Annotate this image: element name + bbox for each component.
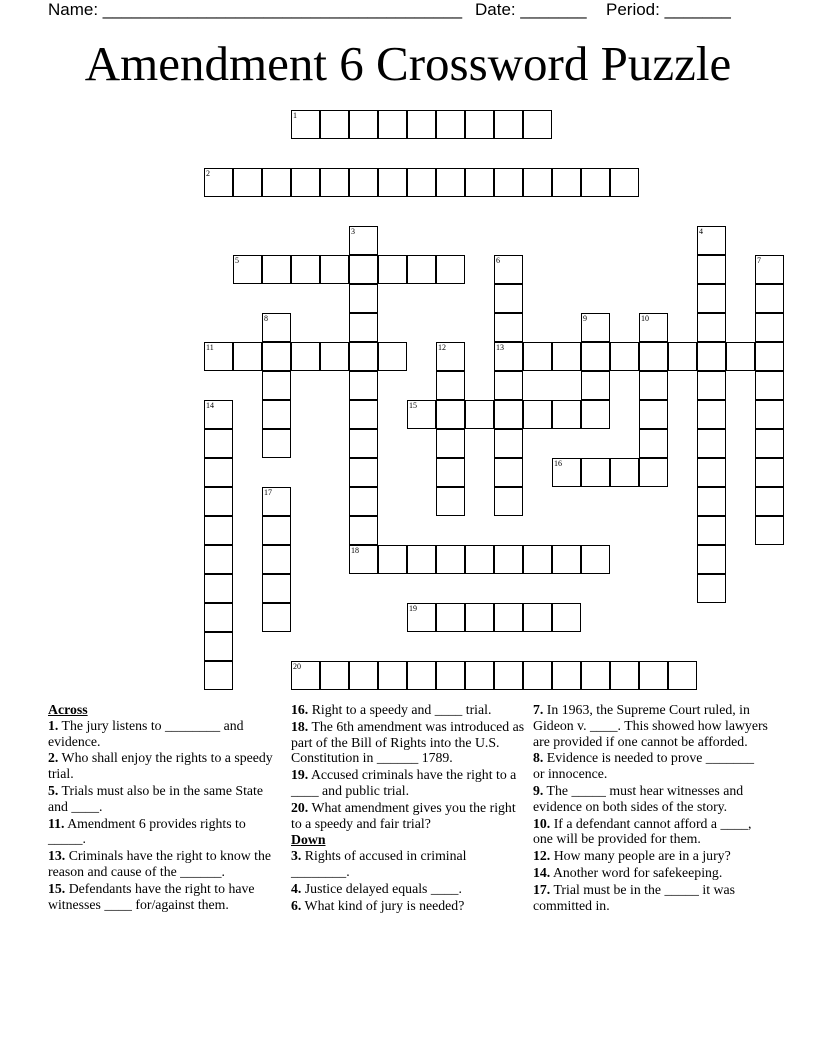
clue-number: 15. — [48, 880, 66, 896]
grid-cell[interactable] — [494, 284, 523, 313]
grid-number: 18 — [351, 546, 359, 555]
grid-cell[interactable] — [755, 429, 784, 458]
grid-cell[interactable] — [262, 168, 291, 197]
clue-text: How many people are in a jury? — [550, 848, 731, 864]
grid-cell[interactable] — [320, 342, 349, 371]
grid-cell[interactable] — [436, 342, 465, 371]
grid-cell[interactable] — [552, 458, 581, 487]
grid-cell[interactable] — [697, 545, 726, 574]
grid-number: 20 — [293, 662, 301, 671]
grid-cell[interactable] — [523, 342, 552, 371]
grid-cell[interactable] — [523, 603, 552, 632]
grid-cell[interactable] — [349, 168, 378, 197]
down-clues-part2 — [533, 702, 768, 913]
grid-cell[interactable] — [697, 400, 726, 429]
across-clue — [48, 750, 283, 782]
grid-cell[interactable] — [349, 400, 378, 429]
grid-cell[interactable] — [320, 661, 349, 690]
clue-text: The 6th amendment was introduced as part of the Bill of Rights into the U.S. Constitution in ______ 1789. — [291, 718, 525, 766]
name-line[interactable]: Name: ______________________________________ — [48, 0, 463, 19]
clue-number: 9. — [533, 782, 544, 798]
grid-cell[interactable] — [581, 342, 610, 371]
grid-cell[interactable] — [320, 168, 349, 197]
down-clue — [533, 702, 768, 749]
across-clue — [48, 816, 283, 848]
grid-cell[interactable] — [436, 603, 465, 632]
grid-cell[interactable] — [581, 168, 610, 197]
clue-text: If a defendant cannot afford a ____, one will be provided for them. — [533, 815, 752, 847]
grid-cell[interactable] — [668, 661, 697, 690]
grid-cell[interactable] — [494, 255, 523, 284]
grid-cell[interactable] — [494, 313, 523, 342]
grid-cell[interactable] — [262, 516, 291, 545]
grid-cell[interactable] — [494, 371, 523, 400]
clue-text: Evidence is needed to prove _______ or innocence. — [533, 750, 755, 782]
clues-column-1 — [48, 702, 283, 913]
grid-cell[interactable] — [697, 458, 726, 487]
grid-cell[interactable] — [697, 342, 726, 371]
grid-cell[interactable] — [378, 110, 407, 139]
grid-cell[interactable] — [204, 516, 233, 545]
grid-number: 12 — [438, 343, 446, 352]
grid-number: 17 — [264, 488, 272, 497]
grid-cell[interactable] — [465, 168, 494, 197]
grid-number: 5 — [235, 256, 239, 265]
grid-number: 10 — [641, 314, 649, 323]
grid-cell[interactable] — [581, 661, 610, 690]
grid-cell[interactable] — [552, 603, 581, 632]
grid-cell[interactable] — [581, 371, 610, 400]
grid-cell[interactable] — [262, 603, 291, 632]
grid-cell[interactable] — [291, 110, 320, 139]
clue-text: Defendants have the right to have witnesses ____ for/against them. — [48, 880, 255, 912]
grid-cell[interactable] — [436, 661, 465, 690]
grid-cell[interactable] — [755, 371, 784, 400]
grid-cell[interactable] — [552, 400, 581, 429]
grid-cell[interactable] — [349, 429, 378, 458]
grid-cell[interactable] — [349, 313, 378, 342]
clue-number: 6. — [291, 897, 302, 913]
grid-cell[interactable] — [610, 168, 639, 197]
grid-cell[interactable] — [262, 429, 291, 458]
grid-cell[interactable] — [349, 661, 378, 690]
clue-number: 17. — [533, 881, 551, 897]
grid-cell[interactable] — [349, 110, 378, 139]
grid-cell[interactable] — [291, 255, 320, 284]
grid-cell[interactable] — [465, 545, 494, 574]
across-clues-part2 — [291, 702, 526, 831]
grid-number: 8 — [264, 314, 268, 323]
grid-cell[interactable] — [697, 313, 726, 342]
grid-cell[interactable] — [378, 168, 407, 197]
down-clues-part1 — [291, 848, 526, 913]
grid-cell[interactable] — [610, 458, 639, 487]
grid-cell[interactable] — [581, 458, 610, 487]
grid-cell[interactable] — [697, 487, 726, 516]
grid-cell[interactable] — [349, 371, 378, 400]
across-clue — [48, 848, 283, 880]
grid-cell[interactable] — [755, 487, 784, 516]
down-clue — [533, 848, 768, 864]
grid-cell[interactable] — [494, 429, 523, 458]
clues-column-2 — [291, 702, 526, 914]
grid-cell[interactable] — [639, 342, 668, 371]
grid-cell[interactable] — [349, 487, 378, 516]
grid-cell[interactable] — [494, 168, 523, 197]
grid-number: 16 — [554, 459, 562, 468]
clue-number: 20. — [291, 799, 309, 815]
down-clue — [291, 881, 526, 897]
grid-cell[interactable] — [204, 545, 233, 574]
across-clue — [48, 881, 283, 913]
grid-cell[interactable] — [552, 342, 581, 371]
grid-cell[interactable] — [407, 545, 436, 574]
grid-cell[interactable] — [494, 545, 523, 574]
grid-cell[interactable] — [204, 661, 233, 690]
down-clue — [533, 783, 768, 815]
grid-cell[interactable] — [349, 255, 378, 284]
grid-cell[interactable] — [465, 603, 494, 632]
grid-cell[interactable] — [610, 661, 639, 690]
grid-cell[interactable] — [262, 371, 291, 400]
clue-number: 16. — [291, 702, 309, 717]
grid-cell[interactable] — [581, 313, 610, 342]
date-line[interactable]: Date: _______ — [475, 0, 587, 19]
grid-cell[interactable] — [291, 661, 320, 690]
grid-cell[interactable] — [204, 168, 233, 197]
across-clues-part1 — [48, 718, 283, 913]
clue-number: 11. — [48, 815, 65, 831]
grid-cell[interactable] — [349, 226, 378, 255]
grid-cell[interactable] — [436, 255, 465, 284]
clue-text: Justice delayed equals ____. — [301, 880, 462, 896]
grid-cell[interactable] — [204, 603, 233, 632]
clues-column-3 — [533, 702, 768, 914]
grid-cell[interactable] — [291, 168, 320, 197]
grid-number: 2 — [206, 169, 210, 178]
grid-cell[interactable] — [697, 255, 726, 284]
grid-cell[interactable] — [378, 661, 407, 690]
grid-cell[interactable] — [697, 284, 726, 313]
grid-cell[interactable] — [581, 545, 610, 574]
grid-cell[interactable] — [436, 110, 465, 139]
grid-cell[interactable] — [465, 110, 494, 139]
across-clue — [291, 800, 526, 832]
clue-text: Amendment 6 provides rights to _____. — [48, 815, 246, 847]
grid-cell[interactable] — [610, 342, 639, 371]
down-clue — [533, 816, 768, 848]
grid-cell[interactable] — [349, 284, 378, 313]
grid-cell[interactable] — [639, 429, 668, 458]
grid-number: 13 — [496, 343, 504, 352]
grid-cell[interactable] — [494, 603, 523, 632]
period-line[interactable]: Period: _______ — [606, 0, 731, 19]
grid-cell[interactable] — [262, 400, 291, 429]
clue-text: Another word for safekeeping. — [550, 864, 723, 880]
clue-text: Who shall enjoy the rights to a speedy trial. — [48, 750, 273, 782]
clue-number: 3. — [291, 848, 302, 864]
clue-number: 7. — [533, 702, 544, 717]
grid-cell[interactable] — [523, 168, 552, 197]
grid-cell[interactable] — [378, 342, 407, 371]
clue-number: 10. — [533, 815, 551, 831]
clue-number: 4. — [291, 880, 302, 896]
clue-number: 5. — [48, 782, 59, 798]
grid-cell[interactable] — [755, 342, 784, 371]
grid-cell[interactable] — [407, 255, 436, 284]
down-clue — [291, 848, 526, 880]
grid-cell[interactable] — [755, 516, 784, 545]
clue-text: Rights of accused in criminal ________. — [291, 848, 467, 879]
grid-cell[interactable] — [320, 110, 349, 139]
grid-cell[interactable] — [494, 487, 523, 516]
grid-number: 1 — [293, 111, 297, 120]
grid-cell[interactable] — [233, 168, 262, 197]
grid-cell[interactable] — [697, 226, 726, 255]
down-heading: Down — [291, 832, 326, 848]
grid-cell[interactable] — [204, 400, 233, 429]
grid-cell[interactable] — [407, 168, 436, 197]
clue-text: Criminals have the right to know the reason and cause of the ______. — [48, 848, 272, 879]
grid-cell[interactable] — [552, 168, 581, 197]
grid-cell[interactable] — [755, 458, 784, 487]
grid-cell[interactable] — [262, 487, 291, 516]
grid-cell[interactable] — [465, 661, 494, 690]
across-clue — [48, 783, 283, 815]
clue-number: 19. — [291, 767, 309, 783]
grid-cell[interactable] — [204, 342, 233, 371]
grid-number: 6 — [496, 256, 500, 265]
grid-cell[interactable] — [668, 342, 697, 371]
grid-number: 4 — [699, 227, 703, 236]
grid-cell[interactable] — [639, 313, 668, 342]
grid-cell[interactable] — [494, 458, 523, 487]
grid-number: 15 — [409, 401, 417, 410]
clue-number: 8. — [533, 750, 544, 766]
grid-number: 7 — [757, 256, 761, 265]
grid-cell[interactable] — [755, 313, 784, 342]
grid-cell[interactable] — [639, 400, 668, 429]
grid-cell[interactable] — [378, 255, 407, 284]
grid-cell[interactable] — [639, 661, 668, 690]
grid-cell[interactable] — [697, 516, 726, 545]
grid-cell[interactable] — [407, 603, 436, 632]
grid-cell[interactable] — [552, 545, 581, 574]
grid-cell[interactable] — [436, 371, 465, 400]
grid-cell[interactable] — [494, 342, 523, 371]
clue-text: Trials must also be in the same State and ____. — [48, 782, 264, 814]
grid-cell[interactable] — [262, 342, 291, 371]
across-clue — [291, 767, 526, 799]
grid-number: 14 — [206, 401, 214, 410]
clue-text: In 1963, the Supreme Court ruled, in Gideon v. ____. This showed how lawyers are provided if one cannot be afforded. — [533, 702, 768, 749]
grid-cell[interactable] — [523, 400, 552, 429]
grid-cell[interactable] — [204, 487, 233, 516]
clue-text: What kind of jury is needed? — [301, 897, 465, 913]
grid-cell[interactable] — [233, 255, 262, 284]
down-clue — [533, 865, 768, 881]
across-heading: Across — [48, 702, 88, 717]
grid-cell[interactable] — [349, 545, 378, 574]
grid-cell[interactable] — [349, 342, 378, 371]
grid-cell[interactable] — [639, 371, 668, 400]
grid-cell[interactable] — [523, 661, 552, 690]
grid-cell[interactable] — [262, 313, 291, 342]
clue-text: Trial must be in the _____ it was committed in. — [533, 881, 735, 913]
clue-number: 18. — [291, 718, 309, 734]
grid-cell[interactable] — [407, 661, 436, 690]
grid-number: 19 — [409, 604, 417, 613]
grid-cell[interactable] — [755, 284, 784, 313]
clue-text: What amendment gives you the right to a speedy and fair trial? — [291, 799, 516, 831]
clue-number: 14. — [533, 864, 551, 880]
page-title: Amendment 6 Crossword Puzzle — [84, 36, 732, 91]
grid-cell[interactable] — [436, 168, 465, 197]
clue-text: The _____ must hear witnesses and evidence on both sides of the story. — [533, 782, 744, 814]
grid-cell[interactable] — [262, 574, 291, 603]
grid-cell[interactable] — [697, 574, 726, 603]
grid-cell[interactable] — [755, 400, 784, 429]
grid-cell[interactable] — [233, 342, 262, 371]
grid-cell[interactable] — [291, 342, 320, 371]
grid-cell[interactable] — [581, 400, 610, 429]
grid-cell[interactable] — [204, 574, 233, 603]
grid-cell[interactable] — [349, 458, 378, 487]
grid-cell[interactable] — [697, 429, 726, 458]
grid-cell[interactable] — [523, 110, 552, 139]
grid-cell[interactable] — [436, 429, 465, 458]
clue-text: Accused criminals have the right to a ____ and public trial. — [291, 767, 517, 798]
grid-cell[interactable] — [436, 545, 465, 574]
clue-text: Right to a speedy and ____ trial. — [308, 702, 492, 717]
clue-number: 2. — [48, 750, 59, 766]
grid-cell[interactable] — [378, 545, 407, 574]
across-clue — [291, 702, 526, 718]
grid-cell[interactable] — [755, 255, 784, 284]
grid-cell[interactable] — [407, 400, 436, 429]
grid-cell[interactable] — [523, 545, 552, 574]
down-clue — [533, 750, 768, 782]
grid-cell[interactable] — [494, 661, 523, 690]
grid-cell[interactable] — [204, 429, 233, 458]
grid-cell[interactable] — [697, 371, 726, 400]
grid-cell[interactable] — [552, 661, 581, 690]
grid-cell[interactable] — [262, 545, 291, 574]
clue-number: 12. — [533, 848, 551, 864]
grid-cell[interactable] — [204, 458, 233, 487]
grid-cell[interactable] — [320, 255, 349, 284]
clue-text: The jury listens to ________ and evidence. — [48, 717, 244, 749]
grid-number: 9 — [583, 314, 587, 323]
grid-cell[interactable] — [436, 400, 465, 429]
grid-cell[interactable] — [349, 516, 378, 545]
grid-cell[interactable] — [436, 458, 465, 487]
across-clue — [48, 718, 283, 750]
grid-cell[interactable] — [262, 255, 291, 284]
grid-cell[interactable] — [494, 400, 523, 429]
grid-number: 3 — [351, 227, 355, 236]
clue-number: 13. — [48, 848, 66, 864]
grid-cell[interactable] — [639, 458, 668, 487]
down-clue — [291, 898, 526, 914]
grid-cell[interactable] — [407, 110, 436, 139]
grid-cell[interactable] — [726, 342, 755, 371]
grid-cell[interactable] — [465, 400, 494, 429]
across-clue — [291, 719, 526, 766]
grid-number: 11 — [206, 343, 214, 352]
down-clue — [533, 882, 768, 914]
grid-cell[interactable] — [494, 110, 523, 139]
grid-cell[interactable] — [204, 632, 233, 661]
clue-number: 1. — [48, 717, 59, 733]
grid-cell[interactable] — [436, 487, 465, 516]
